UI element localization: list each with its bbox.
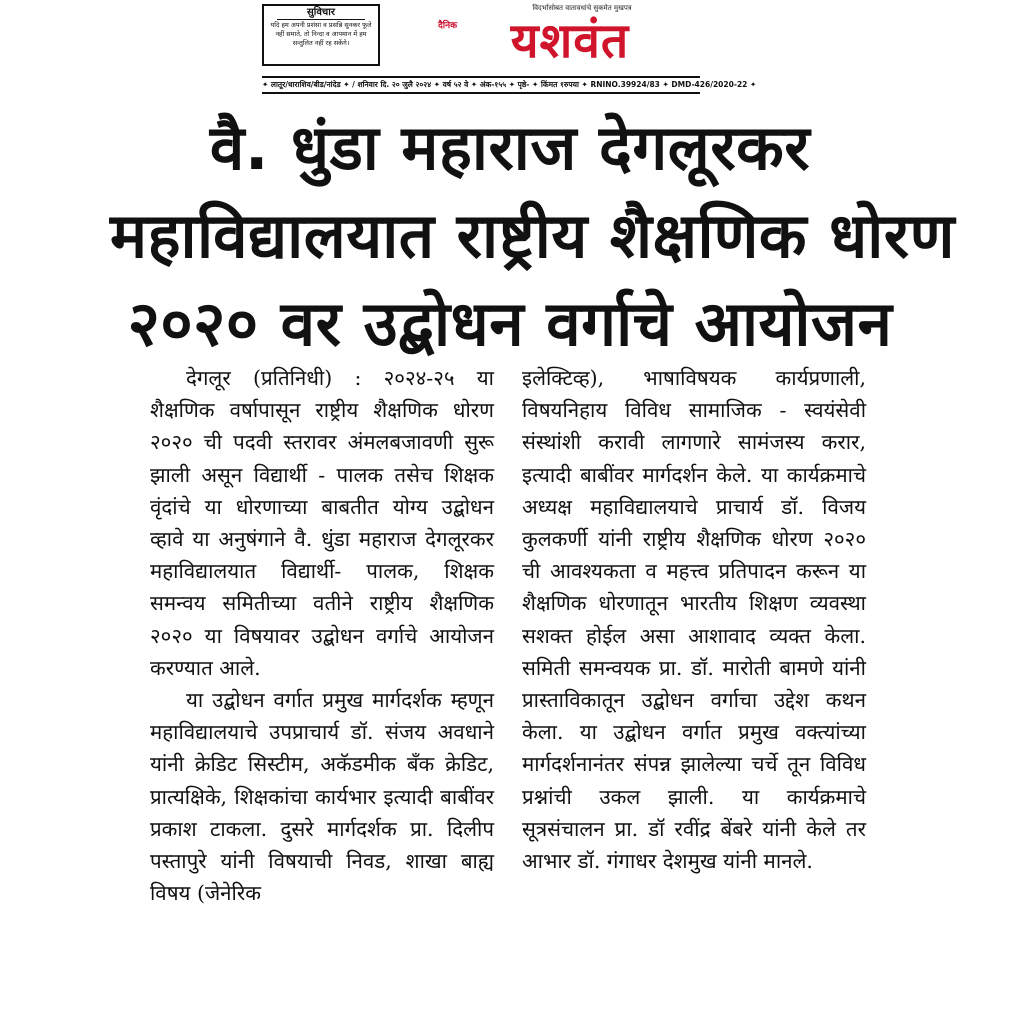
article-column-right: [522, 362, 866, 877]
quote-text: यदि हम अपनी प्रशंसा व प्रसन्नि सुनकर फूले नहीं समाते, तो निन्दा व आपमान में हम सन्तुलित नहीं रह सकेंगे।: [270, 21, 372, 47]
newspaper-masthead: [262, 4, 757, 96]
headline-line-3: २०२० वर उद्बोधन वर्गाचे आयोजन: [127, 287, 893, 360]
thought-of-the-day-box: [262, 4, 380, 66]
article-paragraph: या उद्बोधन वर्गात प्रमुख मार्गदर्शक म्हणून महाविद्यालयाचे उपप्राचार्य डॉ. संजय अवधाने यांनी क्रेडिट सिस्टीम, अकॅडमीक बँक क्रेडिट, प्रात्यक्षिके, शिक्षकांचा कार्यभार इत्यादी बाबींवर प्रकाश टाकला. दुसरे मार्गदर्शक प्रा. दिलीप पस्तापुरे यांनी विषयाची निवड, शाखा बाह्य विषय (जेनेरिक: [150, 688, 494, 906]
article-paragraph: इलेक्टिव्ह), भाषाविषयक कार्यप्रणाली, विषयनिहाय विविध सामाजिक - स्वयंसेवी संस्थांशी करावी लागणारे सामंजस्य करार, इत्यादी बाबींवर मार्गदर्शन केले. या कार्यक्रमाचे अध्यक्ष महाविद्यालयाचे प्राचार्य डॉ. विजय कुलकर्णी यांनी राष्ट्रीय शैक्षणिक धोरण २०२० ची आवश्यकता व महत्त्व प्रतिपादन करून या शैक्षणिक धोरणातून भारतीय शिक्षण व्यवस्था सशक्त होईल असा आशावाद व्यक्त केला. समिती समन्वयक प्रा. डॉ. मारोती बामणे यांनी प्रास्ताविकातून उद्बोधन वर्गाचा उद्देश कथन केला. या उद्बोधन वर्गात प्रमुख वक्त्यांच्या मार्गदर्शनानंतर संपन्न झालेल्या चर्चे तून विविध प्रश्नांची उकल झाली. या कार्यक्रमाचे सूत्रसंचालन प्रा. डॉ रवींद्र बेंबरे यांनी केले तर आभार डॉ. गंगाधर देशमुख यांनी मानले.: [522, 366, 866, 874]
quote-title: सुविचार: [277, 7, 365, 20]
headline-line-2: महाविद्यालयात राष्ट्रीय शैक्षणिक धोरण: [110, 199, 955, 272]
article-paragraph: देगलूर (प्रतिनिधी) : २०२४-२५ या शैक्षणिक वर्षापासून राष्ट्रीय शैक्षणिक धोरण २०२० ची पदवी स्तरावर अंमलबजावणी सुरू झाली असून विद्यार्थी - पालक तसेच शिक्षक वृंदांचे या धोरणाच्या बाबतीत योग्य उद्बोधन व्हावे या अनुषंगाने वै. धुंडा महाराज देगलूरकर महाविद्यालयात विद्यार्थी- पालक, शिक्षक समन्वय समितीच्या वतीने राष्ट्रीय शैक्षणिक २०२० या विषयावर उद्बोधन वर्गाचे आयोजन करण्यात आले.: [150, 366, 494, 680]
masthead-tagline: विदर्भासोबत वातावधांचे सुकमेत मुखपत्र: [532, 4, 632, 12]
newspaper-logo: यशवंत: [510, 13, 630, 69]
daily-label: दैनिक: [438, 21, 458, 31]
headline-line-1: वै. धुंडा महाराज देगलूरकर: [209, 111, 811, 184]
dateline-bar: ✦ लातूर/धाराशिव/बीड/नांदेड ✦ / शनिवार दि. २० जुलै २०२४ ✦ वर्ष ५२ वे ✦ अंक-१५५ ✦ पृष्ठे- ✦ किंमत १रुपया ✦ RNINO.39924/83 ✦ DMD-426/2020-22 ✦: [262, 76, 700, 94]
article-column-left: [150, 362, 494, 909]
article-headline: [110, 104, 955, 368]
